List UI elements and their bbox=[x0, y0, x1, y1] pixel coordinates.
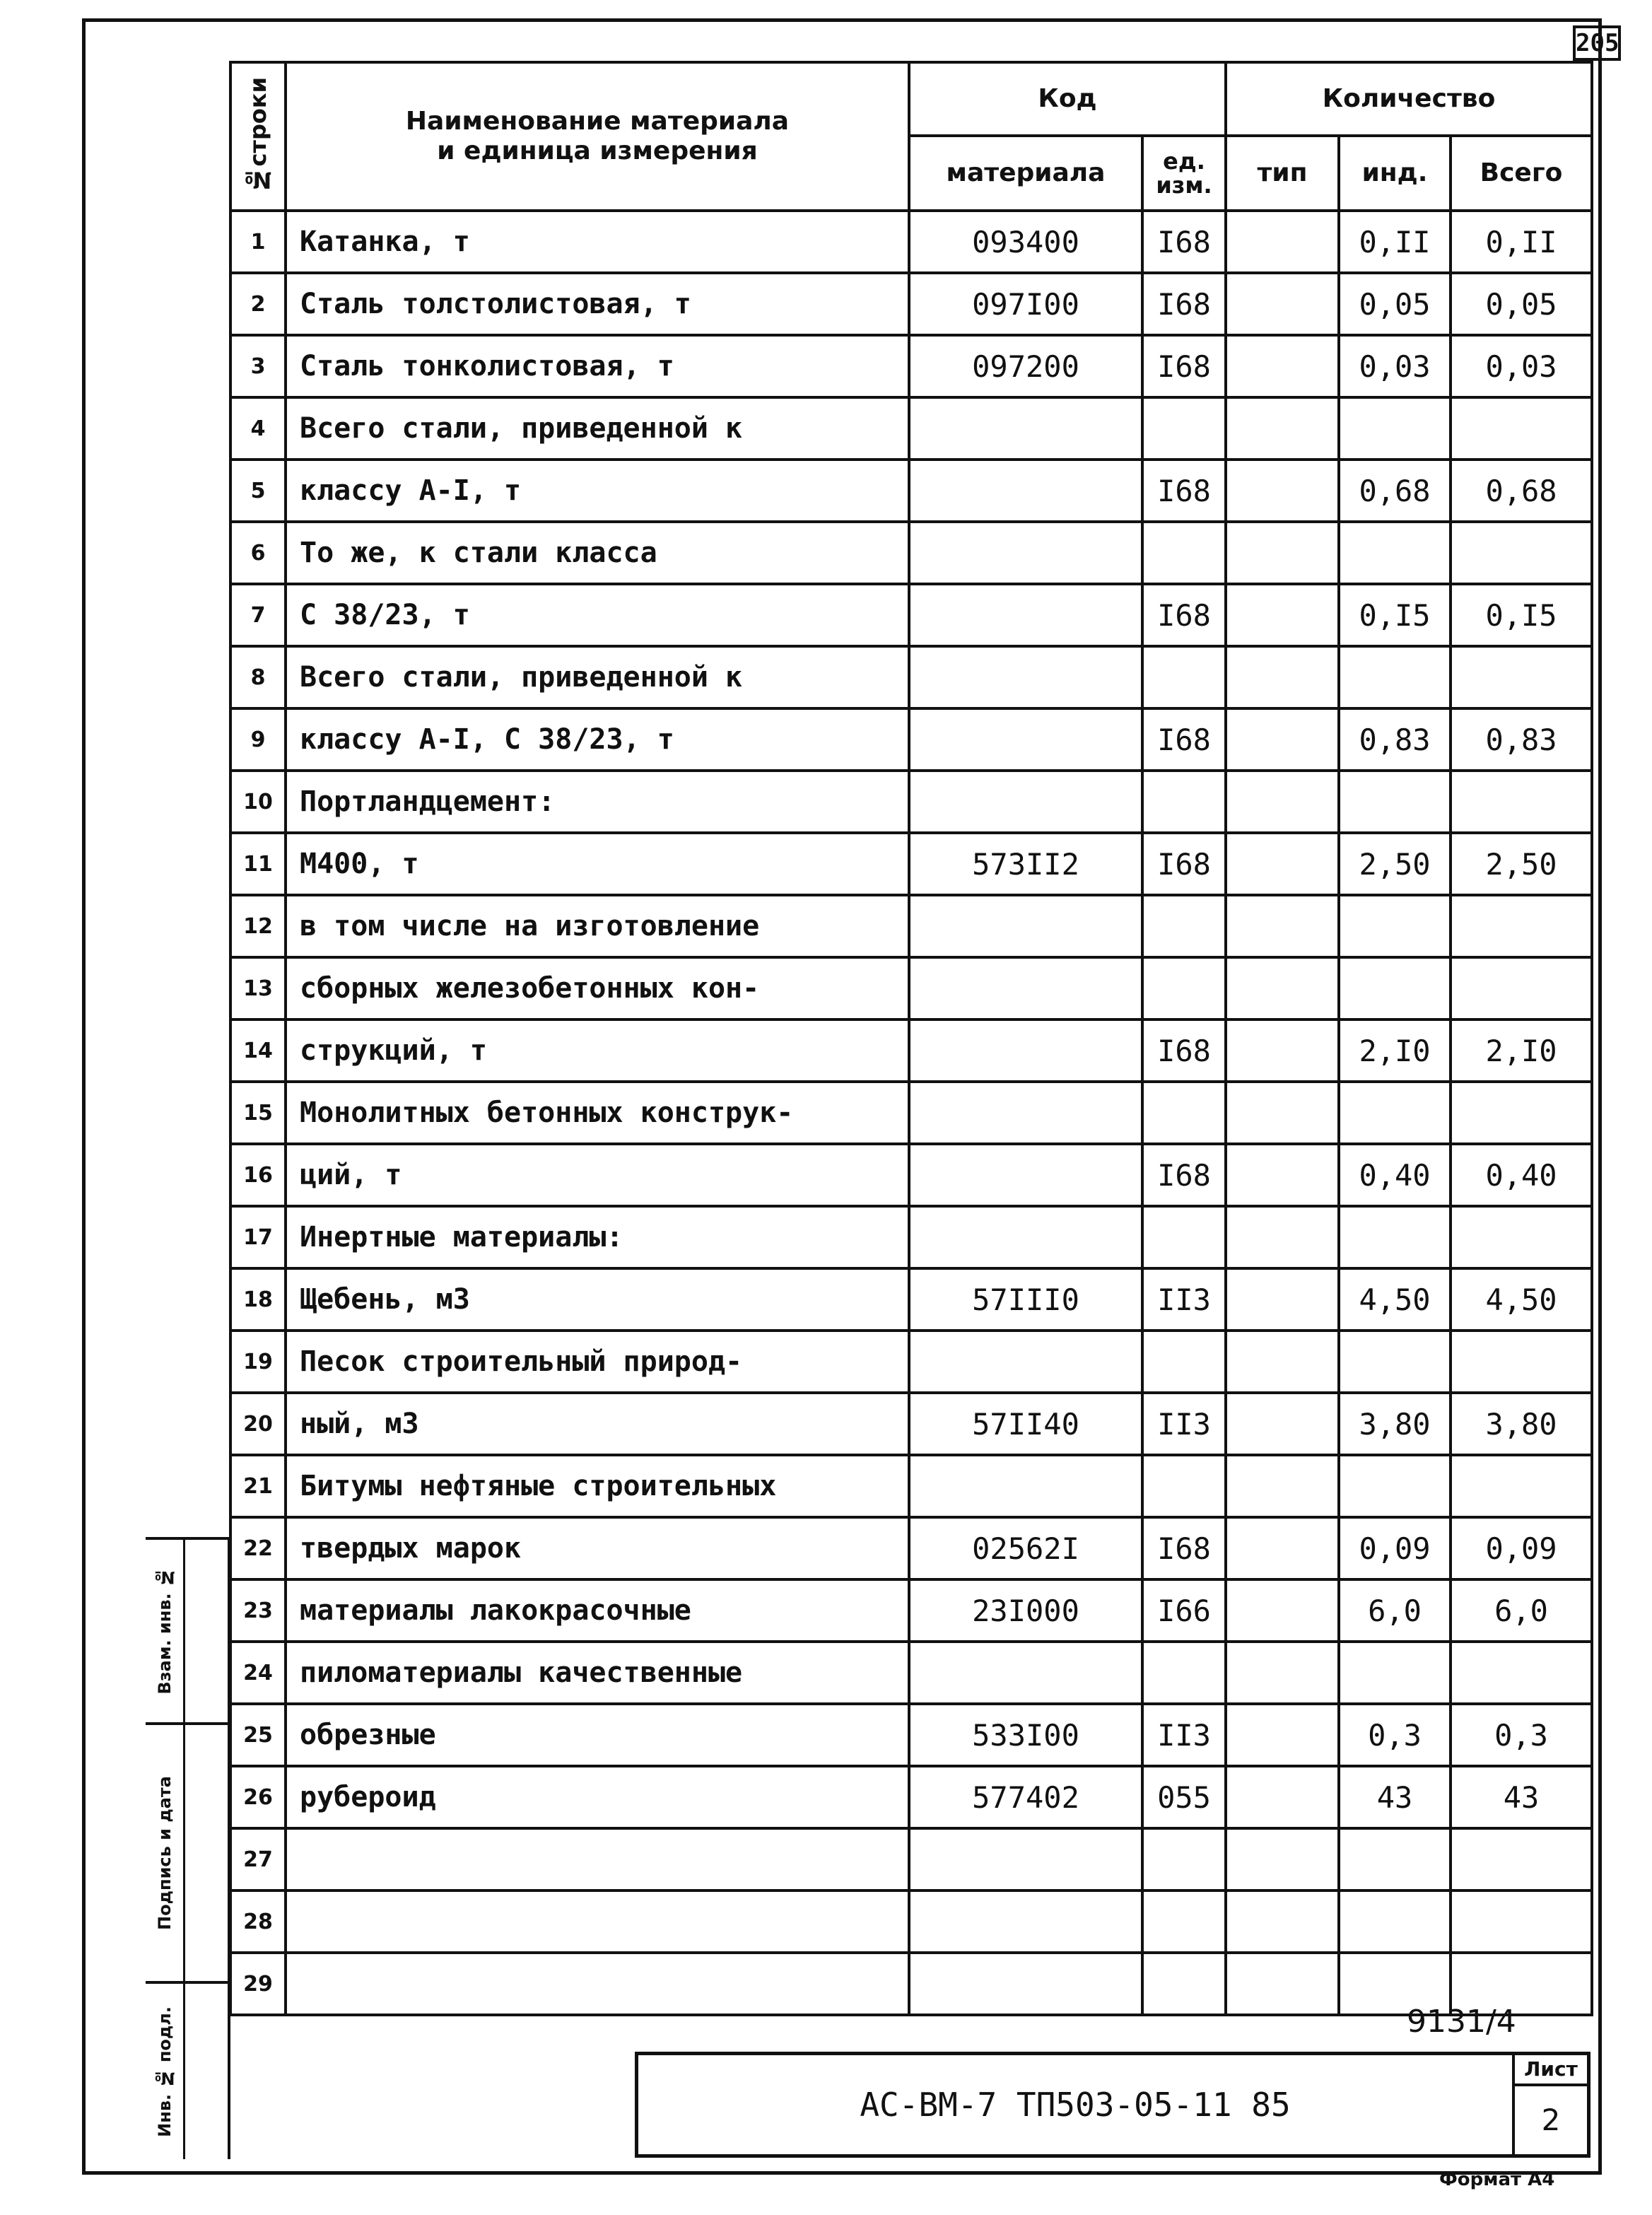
row-material-code: 57III0 bbox=[909, 1268, 1142, 1331]
row-number: 21 bbox=[230, 1455, 286, 1517]
row-qty-ind: 0,09 bbox=[1339, 1517, 1451, 1579]
header-code-unit: ед. изм. bbox=[1142, 136, 1226, 211]
row-qty-type bbox=[1226, 1144, 1339, 1206]
table-row bbox=[230, 895, 1592, 957]
row-unit-code bbox=[1142, 397, 1226, 460]
title-block bbox=[635, 2052, 1591, 2158]
table-row bbox=[230, 771, 1592, 833]
table-row bbox=[230, 522, 1592, 584]
row-material-code bbox=[909, 895, 1142, 957]
table-row bbox=[230, 1082, 1592, 1144]
row-unit-code bbox=[1142, 1082, 1226, 1144]
row-material-name: Монолитных бетонных конструк- bbox=[286, 1082, 909, 1144]
row-qty-type bbox=[1226, 771, 1339, 833]
stamp-cell-vzam: Взам. инв. № bbox=[146, 1537, 230, 1722]
table-row bbox=[230, 1144, 1592, 1206]
table-row bbox=[230, 1331, 1592, 1393]
row-number: 29 bbox=[230, 1953, 286, 2015]
row-number: 19 bbox=[230, 1331, 286, 1393]
row-unit-code: I68 bbox=[1142, 1144, 1226, 1206]
row-number: 10 bbox=[230, 771, 286, 833]
row-qty-ind bbox=[1339, 1642, 1451, 1704]
row-unit-code bbox=[1142, 1642, 1226, 1704]
table-row bbox=[230, 335, 1592, 397]
row-qty-total: 0,40 bbox=[1451, 1144, 1592, 1206]
table-row bbox=[230, 1393, 1592, 1455]
row-unit-code: I68 bbox=[1142, 833, 1226, 895]
row-material-code bbox=[909, 646, 1142, 708]
row-unit-code: II3 bbox=[1142, 1268, 1226, 1331]
row-number: 25 bbox=[230, 1704, 286, 1766]
stamp-cell-inv: Инв. № подл. bbox=[146, 1981, 230, 2159]
row-unit-code bbox=[1142, 1828, 1226, 1890]
row-qty-type bbox=[1226, 1890, 1339, 1953]
row-number: 8 bbox=[230, 646, 286, 708]
table-row bbox=[230, 646, 1592, 708]
row-qty-total bbox=[1451, 1890, 1592, 1953]
table-row bbox=[230, 1517, 1592, 1579]
row-qty-ind bbox=[1339, 1455, 1451, 1517]
row-qty-total: 4,50 bbox=[1451, 1268, 1592, 1331]
row-material-code bbox=[909, 1019, 1142, 1082]
row-material-name: Щебень, м3 bbox=[286, 1268, 909, 1331]
row-qty-type bbox=[1226, 1704, 1339, 1766]
row-material-name: Портландцемент: bbox=[286, 771, 909, 833]
row-material-name: Катанка, т bbox=[286, 211, 909, 273]
row-material-code bbox=[909, 1642, 1142, 1704]
row-number: 12 bbox=[230, 895, 286, 957]
header-row-number: №строки bbox=[230, 62, 286, 211]
row-qty-type bbox=[1226, 1579, 1339, 1642]
row-number: 2 bbox=[230, 273, 286, 335]
row-number: 3 bbox=[230, 335, 286, 397]
row-qty-type bbox=[1226, 584, 1339, 646]
row-unit-code: I68 bbox=[1142, 1019, 1226, 1082]
row-qty-ind: 3,80 bbox=[1339, 1393, 1451, 1455]
table-row bbox=[230, 1579, 1592, 1642]
row-unit-code: 055 bbox=[1142, 1766, 1226, 1828]
row-qty-type bbox=[1226, 1331, 1339, 1393]
row-material-code bbox=[909, 1828, 1142, 1890]
row-material-code bbox=[909, 584, 1142, 646]
table-row bbox=[230, 833, 1592, 895]
row-material-code bbox=[909, 957, 1142, 1019]
row-unit-code bbox=[1142, 1331, 1226, 1393]
row-qty-total: 0,I5 bbox=[1451, 584, 1592, 646]
row-qty-type bbox=[1226, 1642, 1339, 1704]
row-number: 14 bbox=[230, 1019, 286, 1082]
row-qty-ind: 0,I5 bbox=[1339, 584, 1451, 646]
row-qty-ind bbox=[1339, 1828, 1451, 1890]
row-qty-total bbox=[1451, 895, 1592, 957]
row-qty-ind: 43 bbox=[1339, 1766, 1451, 1828]
row-qty-total: 0,05 bbox=[1451, 273, 1592, 335]
row-unit-code bbox=[1142, 522, 1226, 584]
row-unit-code: II3 bbox=[1142, 1393, 1226, 1455]
row-unit-code: I66 bbox=[1142, 1579, 1226, 1642]
row-unit-code: I68 bbox=[1142, 584, 1226, 646]
table-row bbox=[230, 1268, 1592, 1331]
row-qty-ind: 2,50 bbox=[1339, 833, 1451, 895]
row-number: 28 bbox=[230, 1890, 286, 1953]
row-material-name: Инертные материалы: bbox=[286, 1206, 909, 1268]
row-unit-code: I68 bbox=[1142, 273, 1226, 335]
row-qty-total bbox=[1451, 1642, 1592, 1704]
row-unit-code bbox=[1142, 1953, 1226, 2015]
row-unit-code: I68 bbox=[1142, 211, 1226, 273]
row-material-name: пиломатериалы качественные bbox=[286, 1642, 909, 1704]
row-material-code: 097I00 bbox=[909, 273, 1142, 335]
table-row bbox=[230, 273, 1592, 335]
row-qty-total: 2,I0 bbox=[1451, 1019, 1592, 1082]
row-material-name: То же, к стали класса bbox=[286, 522, 909, 584]
row-number: 11 bbox=[230, 833, 286, 895]
document-number: 9131/4 bbox=[1407, 2004, 1516, 2040]
row-number: 22 bbox=[230, 1517, 286, 1579]
row-qty-type bbox=[1226, 646, 1339, 708]
row-qty-ind bbox=[1339, 895, 1451, 957]
row-qty-total: 0,68 bbox=[1451, 460, 1592, 522]
row-qty-type bbox=[1226, 522, 1339, 584]
row-qty-total: 0,09 bbox=[1451, 1517, 1592, 1579]
row-qty-total bbox=[1451, 1455, 1592, 1517]
row-qty-ind: 0,II bbox=[1339, 211, 1451, 273]
header-qty-ind: инд. bbox=[1339, 136, 1451, 211]
row-material-name: М400, т bbox=[286, 833, 909, 895]
title-block-sheet-number: 2 bbox=[1541, 2103, 1561, 2137]
row-qty-total: 6,0 bbox=[1451, 1579, 1592, 1642]
row-qty-type bbox=[1226, 1455, 1339, 1517]
row-qty-total bbox=[1451, 397, 1592, 460]
row-qty-type bbox=[1226, 397, 1339, 460]
row-material-code bbox=[909, 1331, 1142, 1393]
header-code-material: материала bbox=[909, 136, 1142, 211]
row-qty-total: 0,3 bbox=[1451, 1704, 1592, 1766]
header-quantity-group: Количество bbox=[1226, 62, 1592, 136]
row-material-code: 02562I bbox=[909, 1517, 1142, 1579]
row-number: 1 bbox=[230, 211, 286, 273]
row-qty-type bbox=[1226, 460, 1339, 522]
row-qty-ind: 0,3 bbox=[1339, 1704, 1451, 1766]
row-qty-type bbox=[1226, 833, 1339, 895]
row-material-code: 093400 bbox=[909, 211, 1142, 273]
header-qty-type: тип bbox=[1226, 136, 1339, 211]
row-unit-code bbox=[1142, 1455, 1226, 1517]
table-row bbox=[230, 1828, 1592, 1890]
header-material-name: Наименование материала и единица измерения bbox=[286, 62, 909, 211]
table-row bbox=[230, 957, 1592, 1019]
row-qty-ind bbox=[1339, 771, 1451, 833]
row-qty-ind: 0,40 bbox=[1339, 1144, 1451, 1206]
row-number: 17 bbox=[230, 1206, 286, 1268]
table-row bbox=[230, 1704, 1592, 1766]
table-row bbox=[230, 1642, 1592, 1704]
row-unit-code: I68 bbox=[1142, 335, 1226, 397]
row-qty-ind: 0,68 bbox=[1339, 460, 1451, 522]
row-qty-total bbox=[1451, 1082, 1592, 1144]
row-material-name: сборных железобетонных кон- bbox=[286, 957, 909, 1019]
row-material-name: в том числе на изготовление bbox=[286, 895, 909, 957]
row-material-code bbox=[909, 1890, 1142, 1953]
row-material-name: твердых марок bbox=[286, 1517, 909, 1579]
row-qty-ind: 0,03 bbox=[1339, 335, 1451, 397]
row-unit-code bbox=[1142, 1890, 1226, 1953]
row-material-code bbox=[909, 1144, 1142, 1206]
row-material-code: 097200 bbox=[909, 335, 1142, 397]
row-qty-ind: 6,0 bbox=[1339, 1579, 1451, 1642]
row-qty-ind bbox=[1339, 522, 1451, 584]
table-row bbox=[230, 397, 1592, 460]
row-number: 23 bbox=[230, 1579, 286, 1642]
row-qty-ind: 0,83 bbox=[1339, 708, 1451, 771]
row-material-code: 573II2 bbox=[909, 833, 1142, 895]
table-row bbox=[230, 1019, 1592, 1082]
row-qty-ind bbox=[1339, 1890, 1451, 1953]
row-qty-total bbox=[1451, 646, 1592, 708]
row-unit-code: I68 bbox=[1142, 708, 1226, 771]
row-material-code bbox=[909, 522, 1142, 584]
row-unit-code bbox=[1142, 646, 1226, 708]
side-stamp bbox=[146, 1537, 230, 2159]
header-code-group: Код bbox=[909, 62, 1226, 136]
row-unit-code bbox=[1142, 895, 1226, 957]
format-label: Формат А4 bbox=[1439, 2169, 1555, 2190]
row-qty-total bbox=[1451, 771, 1592, 833]
row-qty-type bbox=[1226, 708, 1339, 771]
row-material-code: 533I00 bbox=[909, 1704, 1142, 1766]
table-row bbox=[230, 1455, 1592, 1517]
table-row bbox=[230, 1206, 1592, 1268]
header-qty-total: Всего bbox=[1451, 136, 1592, 211]
row-material-name: струкций, т bbox=[286, 1019, 909, 1082]
row-unit-code bbox=[1142, 1206, 1226, 1268]
row-qty-ind bbox=[1339, 397, 1451, 460]
row-material-name: Всего стали, приведенной к bbox=[286, 397, 909, 460]
row-material-code bbox=[909, 1206, 1142, 1268]
row-number: 5 bbox=[230, 460, 286, 522]
header-row-1 bbox=[230, 62, 1592, 136]
row-qty-total: 0,03 bbox=[1451, 335, 1592, 397]
table-row bbox=[230, 708, 1592, 771]
row-material-code bbox=[909, 1953, 1142, 2015]
row-material-code: 23I000 bbox=[909, 1579, 1142, 1642]
table-row bbox=[230, 460, 1592, 522]
row-material-code bbox=[909, 1082, 1142, 1144]
title-block-sheet-label: Лист bbox=[1515, 2055, 1587, 2086]
row-material-name: Песок строительный природ- bbox=[286, 1331, 909, 1393]
table-row bbox=[230, 584, 1592, 646]
row-material-code bbox=[909, 397, 1142, 460]
row-material-code bbox=[909, 1455, 1142, 1517]
row-material-name bbox=[286, 1953, 909, 2015]
row-material-name: Сталь толстолистовая, т bbox=[286, 273, 909, 335]
row-qty-type bbox=[1226, 1393, 1339, 1455]
row-material-code: 577402 bbox=[909, 1766, 1142, 1828]
row-qty-type bbox=[1226, 1517, 1339, 1579]
row-unit-code bbox=[1142, 957, 1226, 1019]
row-qty-total bbox=[1451, 1206, 1592, 1268]
row-number: 4 bbox=[230, 397, 286, 460]
row-material-code bbox=[909, 460, 1142, 522]
title-block-code: АС-ВМ-7 ТП503-05-11 85 bbox=[638, 2055, 1515, 2154]
row-unit-code: II3 bbox=[1142, 1704, 1226, 1766]
row-qty-type bbox=[1226, 335, 1339, 397]
row-qty-ind: 0,05 bbox=[1339, 273, 1451, 335]
row-unit-code: I68 bbox=[1142, 1517, 1226, 1579]
row-qty-ind bbox=[1339, 1331, 1451, 1393]
table-row bbox=[230, 211, 1592, 273]
table-row bbox=[230, 1766, 1592, 1828]
row-material-code bbox=[909, 771, 1142, 833]
row-material-name: ный, м3 bbox=[286, 1393, 909, 1455]
sheet-number-stamp: 205 bbox=[1573, 25, 1621, 61]
row-material-name bbox=[286, 1828, 909, 1890]
row-material-name: классу А-I, С 38/23, т bbox=[286, 708, 909, 771]
row-qty-type bbox=[1226, 273, 1339, 335]
row-material-name: материалы лакокрасочные bbox=[286, 1579, 909, 1642]
row-qty-type bbox=[1226, 1953, 1339, 2015]
row-number: 24 bbox=[230, 1642, 286, 1704]
row-number: 7 bbox=[230, 584, 286, 646]
row-material-name: обрезные bbox=[286, 1704, 909, 1766]
row-qty-type bbox=[1226, 1206, 1339, 1268]
row-number: 15 bbox=[230, 1082, 286, 1144]
row-material-name: С 38/23, т bbox=[286, 584, 909, 646]
row-qty-ind: 4,50 bbox=[1339, 1268, 1451, 1331]
row-qty-type bbox=[1226, 895, 1339, 957]
row-qty-total: 43 bbox=[1451, 1766, 1592, 1828]
row-qty-type bbox=[1226, 211, 1339, 273]
row-unit-code: I68 bbox=[1142, 460, 1226, 522]
row-material-name: ций, т bbox=[286, 1144, 909, 1206]
row-qty-type bbox=[1226, 957, 1339, 1019]
table-row bbox=[230, 1890, 1592, 1953]
row-number: 13 bbox=[230, 957, 286, 1019]
table-row bbox=[230, 1953, 1592, 2015]
row-number: 18 bbox=[230, 1268, 286, 1331]
row-qty-total: 3,80 bbox=[1451, 1393, 1592, 1455]
row-qty-ind bbox=[1339, 957, 1451, 1019]
row-number: 16 bbox=[230, 1144, 286, 1206]
row-qty-ind bbox=[1339, 1082, 1451, 1144]
row-qty-total bbox=[1451, 522, 1592, 584]
row-qty-total bbox=[1451, 1331, 1592, 1393]
materials-table bbox=[229, 61, 1593, 2016]
row-unit-code bbox=[1142, 771, 1226, 833]
stamp-cell-podpis: Подпись и дата bbox=[146, 1722, 230, 1981]
row-number: 27 bbox=[230, 1828, 286, 1890]
row-qty-total: 0,83 bbox=[1451, 708, 1592, 771]
row-material-name: Битумы нефтяные строительных bbox=[286, 1455, 909, 1517]
row-qty-ind: 2,I0 bbox=[1339, 1019, 1451, 1082]
row-material-code bbox=[909, 708, 1142, 771]
row-material-name: рубероид bbox=[286, 1766, 909, 1828]
row-qty-total bbox=[1451, 957, 1592, 1019]
row-number: 26 bbox=[230, 1766, 286, 1828]
row-qty-ind bbox=[1339, 646, 1451, 708]
row-qty-type bbox=[1226, 1828, 1339, 1890]
row-qty-type bbox=[1226, 1766, 1339, 1828]
row-material-name: классу А-I, т bbox=[286, 460, 909, 522]
row-number: 9 bbox=[230, 708, 286, 771]
row-number: 20 bbox=[230, 1393, 286, 1455]
row-qty-total: 2,50 bbox=[1451, 833, 1592, 895]
row-qty-type bbox=[1226, 1082, 1339, 1144]
row-material-code: 57II40 bbox=[909, 1393, 1142, 1455]
row-qty-ind bbox=[1339, 1206, 1451, 1268]
row-qty-total bbox=[1451, 1828, 1592, 1890]
row-qty-total: 0,II bbox=[1451, 211, 1592, 273]
row-material-name: Всего стали, приведенной к bbox=[286, 646, 909, 708]
row-qty-type bbox=[1226, 1019, 1339, 1082]
row-number: 6 bbox=[230, 522, 286, 584]
row-qty-type bbox=[1226, 1268, 1339, 1331]
row-material-name: Сталь тонколистовая, т bbox=[286, 335, 909, 397]
row-material-name bbox=[286, 1890, 909, 1953]
